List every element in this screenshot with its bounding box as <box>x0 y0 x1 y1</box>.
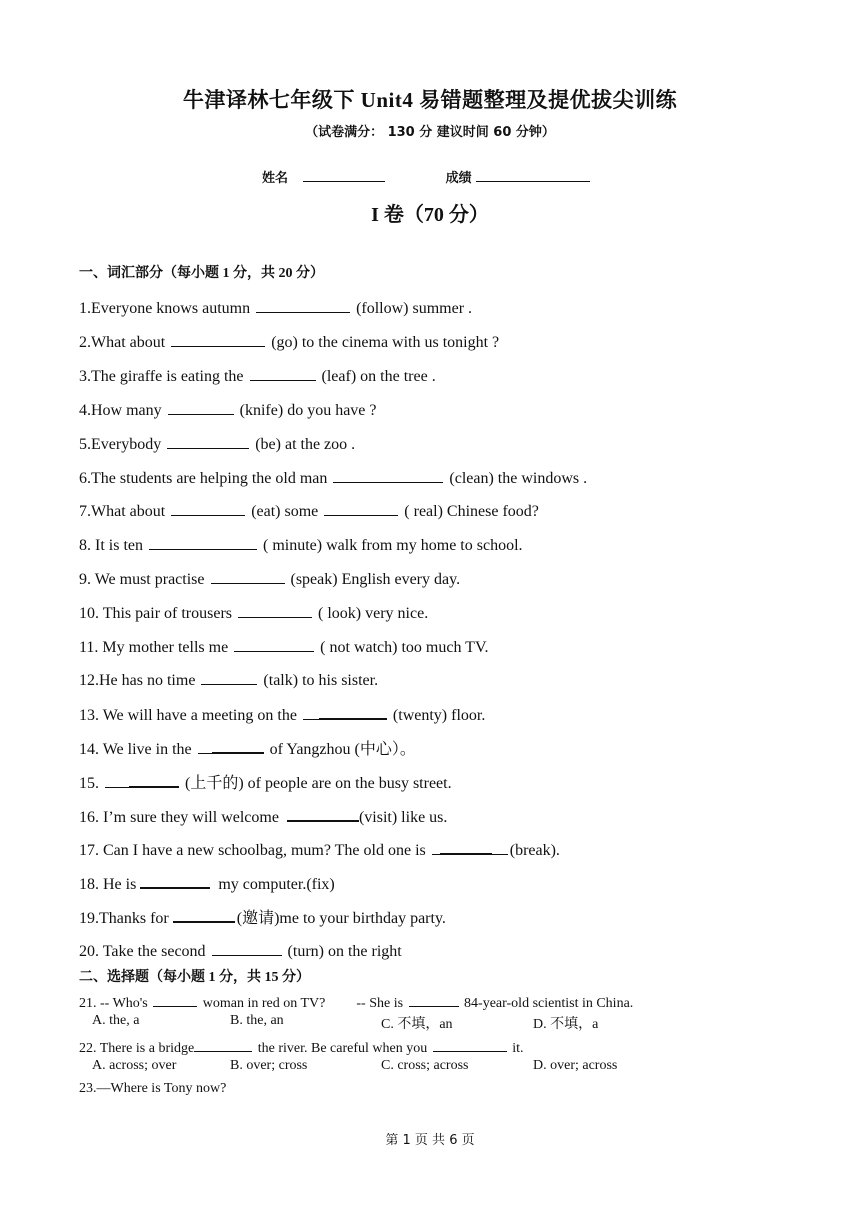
answer-blank[interactable] <box>433 1035 507 1052</box>
answer-blank[interactable] <box>409 990 459 1007</box>
question-22: 22. There is a bridge the river. Be careful when you it. <box>79 1035 524 1057</box>
answer-blank[interactable] <box>194 1035 252 1052</box>
answer-blank[interactable] <box>149 533 257 550</box>
question-9: 9. We must practise (speak) English every day. <box>79 567 460 589</box>
answer-blank[interactable] <box>432 838 440 855</box>
question-4: 4.How many (knife) do you have ? <box>79 398 377 420</box>
answer-blank[interactable] <box>171 330 265 347</box>
answer-blank-bold[interactable] <box>140 871 210 889</box>
answer-blank[interactable] <box>492 838 508 855</box>
name-label: 姓名 <box>262 171 289 186</box>
question-7: 7.What about (eat) some ( real) Chinese food? <box>79 499 539 521</box>
answer-blank[interactable] <box>303 703 319 720</box>
part2-heading: 二、选择题（每小题 1 分，共 15 分） <box>79 970 310 985</box>
question-15: 15. (上千的) of people are on the busy street. <box>79 770 452 793</box>
answer-blank[interactable] <box>234 635 314 652</box>
answer-blank-bold[interactable] <box>287 804 359 822</box>
question-5: 5.Everybody (be) at the zoo . <box>79 432 355 454</box>
answer-blank[interactable] <box>153 990 197 1007</box>
answer-blank[interactable] <box>201 668 257 685</box>
question-8: 8. It is ten ( minute) walk from my home to school. <box>79 533 523 555</box>
question-1: 1.Everyone knows autumn (follow) summer . <box>79 296 472 318</box>
score-label: 成绩 <box>445 171 472 186</box>
answer-blank[interactable] <box>333 466 443 483</box>
option-b[interactable]: B. the, an <box>230 1013 284 1028</box>
answer-blank[interactable] <box>168 398 234 415</box>
part1-heading: 一、词汇部分（每小题 1 分，共 20 分） <box>79 266 324 281</box>
question-18: 18. He is my computer.(fix) <box>79 871 335 894</box>
question-17: 17. Can I have a new schoolbag, mum? The old one is (break). <box>79 837 560 860</box>
option-b[interactable]: B. over; cross <box>230 1058 308 1073</box>
answer-blank-bold[interactable] <box>212 736 264 754</box>
question-3: 3.The giraffe is eating the (leaf) on the tree . <box>79 364 436 386</box>
answer-blank[interactable] <box>256 296 350 313</box>
question-23: 23.—Where is Tony now? <box>79 1081 227 1096</box>
question-20: 20. Take the second (turn) on the right <box>79 939 402 961</box>
question-12: 12.He has no time (talk) to his sister. <box>79 668 378 690</box>
answer-blank-bold[interactable] <box>173 905 235 923</box>
question-10: 10. This pair of trousers ( look) very nice. <box>79 601 428 623</box>
question-19: 19.Thanks for (邀请)me to your birthday party. <box>79 905 446 928</box>
answer-blank[interactable] <box>171 499 245 516</box>
question-21: 21. -- Who's woman in red on TV? -- She is 84-year-old scientist in China. <box>79 990 633 1012</box>
answer-blank-bold[interactable] <box>129 770 179 788</box>
answer-blank[interactable] <box>324 499 398 516</box>
answer-blank[interactable] <box>212 939 282 956</box>
question-6: 6.The students are helping the old man (clean) the windows . <box>79 466 587 488</box>
section-title: I 卷（70 分） <box>371 204 489 226</box>
question-16: 16. I’m sure they will welcome (visit) like us. <box>79 804 447 827</box>
answer-blank[interactable] <box>238 601 312 618</box>
answer-blank[interactable] <box>105 771 129 788</box>
option-d[interactable]: D. over; across <box>533 1058 618 1073</box>
option-a[interactable]: A. the, a <box>92 1013 140 1028</box>
option-c[interactable]: C. cross; across <box>381 1058 469 1073</box>
question-11: 11. My mother tells me ( not watch) too much TV. <box>79 635 488 657</box>
page-title: 牛津译林七年级下 Unit4 易错题整理及提优拔尖训练 <box>182 88 678 112</box>
name-blank[interactable] <box>303 167 385 182</box>
answer-blank-bold[interactable] <box>319 702 387 720</box>
answer-blank[interactable] <box>211 567 285 584</box>
question-2: 2.What about (go) to the cinema with us tonight ? <box>79 330 499 352</box>
option-d[interactable]: D. 不填，a <box>533 1017 599 1032</box>
option-c[interactable]: C. 不填，an <box>381 1017 453 1032</box>
page-footer: 第 1 页 共 6 页 <box>385 1133 475 1148</box>
answer-blank[interactable] <box>167 432 249 449</box>
answer-blank[interactable] <box>250 364 316 381</box>
score-blank[interactable] <box>476 167 590 182</box>
name-score-row <box>262 167 590 186</box>
answer-blank[interactable] <box>198 737 212 754</box>
option-a[interactable]: A. across; over <box>92 1058 177 1073</box>
answer-blank-bold[interactable] <box>440 837 492 855</box>
question-13: 13. We will have a meeting on the (twenty) floor. <box>79 702 485 725</box>
page-subtitle: （试卷满分： 130 分 建议时间 60 分钟） <box>305 125 555 140</box>
question-14: 14. We live in the of Yangzhou (中心）。 <box>79 736 416 759</box>
